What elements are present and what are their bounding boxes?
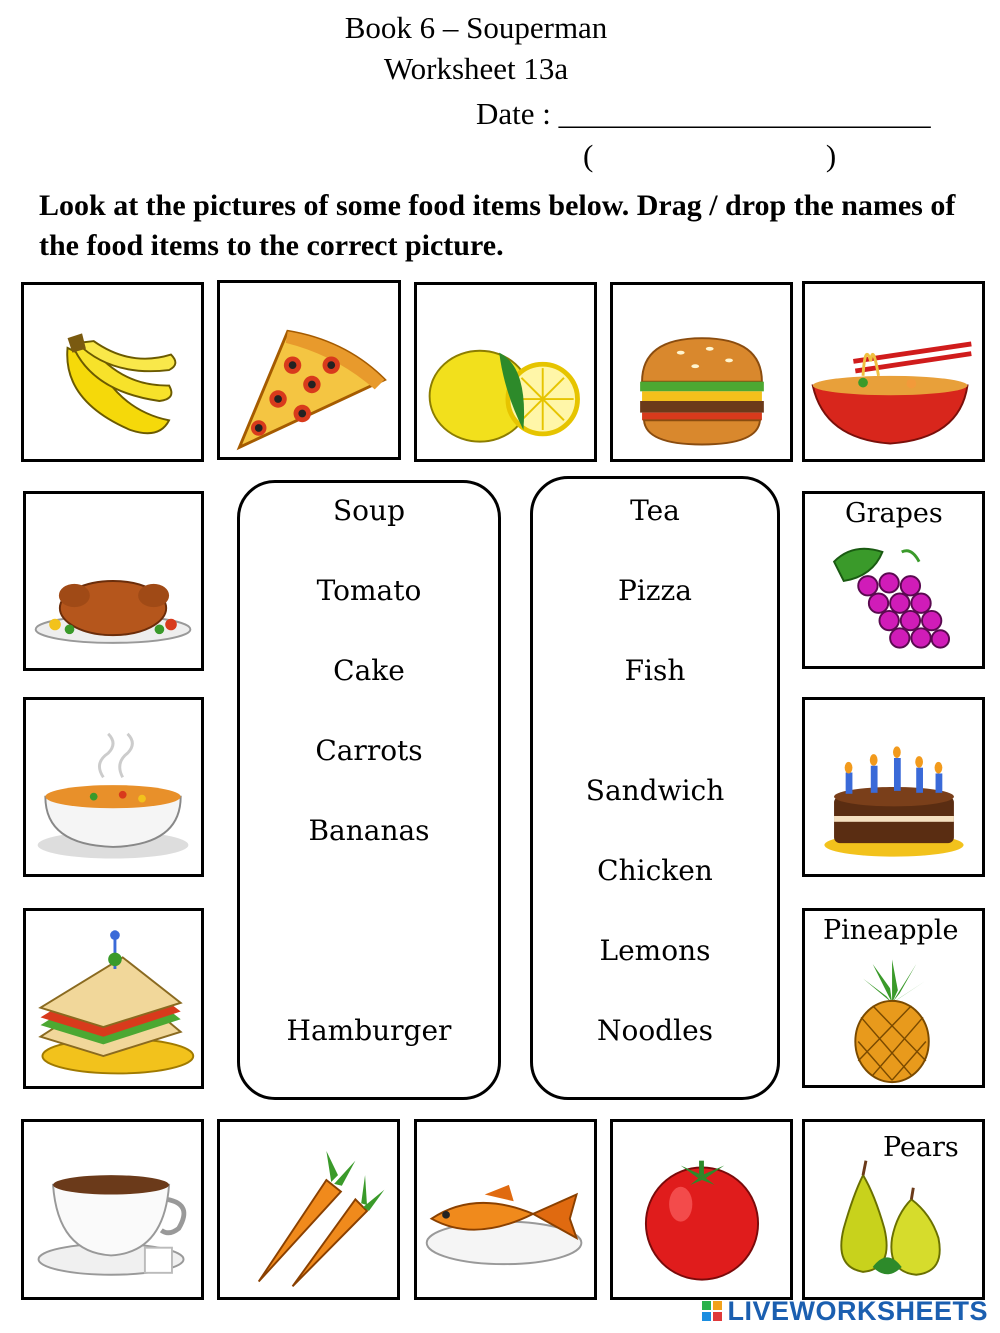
lemons-icon bbox=[417, 285, 594, 459]
pizza-icon bbox=[220, 283, 398, 457]
pears-label: Pears bbox=[883, 1132, 959, 1163]
hamburger-icon bbox=[613, 285, 790, 459]
card-sandwich[interactable] bbox=[23, 908, 204, 1089]
word-hamburger[interactable]: Hamburger bbox=[286, 1014, 452, 1047]
word-bananas[interactable]: Bananas bbox=[308, 814, 430, 847]
tomato-icon bbox=[613, 1122, 790, 1297]
card-bananas[interactable] bbox=[21, 282, 204, 462]
word-bank-left bbox=[237, 480, 501, 1100]
soup-icon bbox=[26, 700, 201, 874]
card-tomato[interactable] bbox=[610, 1119, 793, 1300]
word-lemons[interactable]: Lemons bbox=[599, 934, 711, 967]
card-pizza[interactable] bbox=[217, 280, 401, 460]
sandwich-icon bbox=[26, 911, 201, 1086]
card-pineapple[interactable] bbox=[802, 908, 985, 1088]
word-noodles[interactable]: Noodles bbox=[596, 1014, 714, 1047]
word-bank-right bbox=[530, 476, 780, 1100]
card-grapes[interactable] bbox=[802, 491, 985, 669]
card-lemons[interactable] bbox=[414, 282, 597, 462]
card-chicken[interactable] bbox=[23, 491, 204, 671]
pineapple-label: Pineapple bbox=[823, 915, 959, 946]
liveworksheets-brand bbox=[701, 1296, 988, 1327]
date-line: Date : ________________________ bbox=[476, 96, 931, 131]
word-soup[interactable]: Soup bbox=[333, 494, 405, 527]
word-tea[interactable]: Tea bbox=[630, 494, 680, 527]
tea-icon bbox=[24, 1122, 201, 1297]
word-carrots[interactable]: Carrots bbox=[315, 734, 423, 767]
cake-icon bbox=[805, 700, 982, 874]
card-tea[interactable] bbox=[21, 1119, 204, 1300]
word-pizza[interactable]: Pizza bbox=[618, 574, 692, 607]
liveworksheets-logo-icon bbox=[701, 1298, 723, 1320]
worksheet-subtitle: Worksheet 13a bbox=[383, 51, 569, 86]
card-cake[interactable] bbox=[802, 697, 985, 877]
word-tomato[interactable]: Tomato bbox=[316, 574, 422, 607]
card-pears[interactable] bbox=[802, 1119, 985, 1300]
carrots-icon bbox=[220, 1122, 397, 1297]
word-fish[interactable]: Fish bbox=[624, 654, 686, 687]
noodles-icon bbox=[805, 284, 982, 459]
instruction-text: Look at the pictures of some food items below. Drag / drop the names of the food items to the correct picture. bbox=[39, 189, 956, 262]
card-fish[interactable] bbox=[414, 1119, 597, 1300]
card-hamburger[interactable] bbox=[610, 282, 793, 462]
card-carrots[interactable] bbox=[217, 1119, 400, 1300]
name-parentheses: ( ) bbox=[583, 138, 837, 173]
word-cake[interactable]: Cake bbox=[333, 654, 405, 687]
grapes-label: Grapes bbox=[845, 498, 943, 529]
card-noodles[interactable] bbox=[802, 281, 985, 462]
worksheet-title: Book 6 – Souperman bbox=[344, 10, 608, 45]
word-sandwich[interactable]: Sandwich bbox=[585, 774, 725, 807]
bananas-icon bbox=[24, 285, 201, 459]
card-soup[interactable] bbox=[23, 697, 204, 877]
word-chicken[interactable]: Chicken bbox=[597, 854, 713, 887]
fish-icon bbox=[417, 1122, 594, 1297]
chicken-icon bbox=[26, 494, 201, 668]
brand-text: LIVEWORKSHEETS bbox=[727, 1296, 988, 1326]
